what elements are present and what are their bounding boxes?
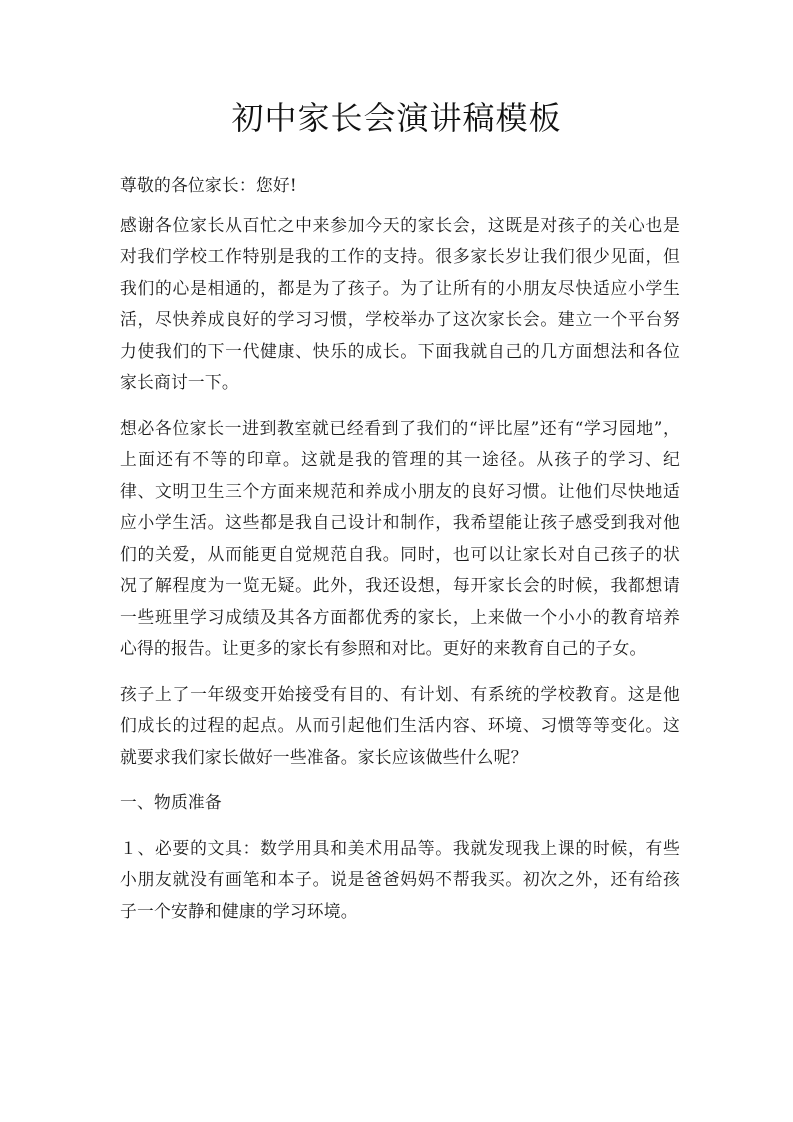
greeting-paragraph: 尊敬的各位家长：您好! xyxy=(120,175,297,195)
first-grade-paragraph: 孩子上了一年级变开始接受有目的、有计划、有系统的学校教育。这是他们成长的过程的起点。从而引起他们生活内容、环境、习惯等等变化。这就要求我们家长做好一些准备。家长应该做些什么呢？ xyxy=(120,683,680,767)
stationery-paragraph: １、必要的文具：数学用具和美术用品等。我就发现我上课的时候，有些小朋友就没有画笔和本子。说是爸爸妈妈不帮我买。初次之外，还有给孩子一个安静和健康的学习环境。 xyxy=(120,837,680,921)
intro-paragraph: 感谢各位家长从百忙之中来参加今天的家长会，这既是对孩子的关心也是对我们学校工作特别是我的工作的支持。很多家长岁让我们很少见面，但我们的心是相通的，都是为了孩子。为了让所有的小朋友尽快适应小学生活，尽快养成良好的学习习惯，学校举办了这次家长会。建立一个平台努力使我们的下一代健康、快乐的成长。下面我就自己的几方面想法和各位家长商讨一下。 xyxy=(120,214,680,392)
classroom-paragraph: 想必各位家长一进到教室就已经看到了我们的“评比屋”还有“学习园地”，上面还有不等的印章。这就是我的管理的其一途径。从孩子的学习、纪律、文明卫生三个方面来规范和养成小朋友的良好习惯。让他们尽快地适应小学生活。这些都是我自己设计和制作，我希望能让孩子感受到我对他们的关爱，从而能更自觉规范自我。同时，也可以让家长对自己孩子的状况了解程度为一览无疑。此外，我还设想，每开家长会的时候，我都想请一些班里学习成绩及其各方面都优秀的家长，上来做一个小小的教育培养心得的报告。让更多的家长有参照和对比。更好的来教育自己的子女。 xyxy=(120,417,680,658)
document-body xyxy=(120,170,680,941)
page-title: 初中家长会演讲稿模板 xyxy=(231,99,562,137)
section-heading-material: 一、物质准备 xyxy=(120,792,222,812)
